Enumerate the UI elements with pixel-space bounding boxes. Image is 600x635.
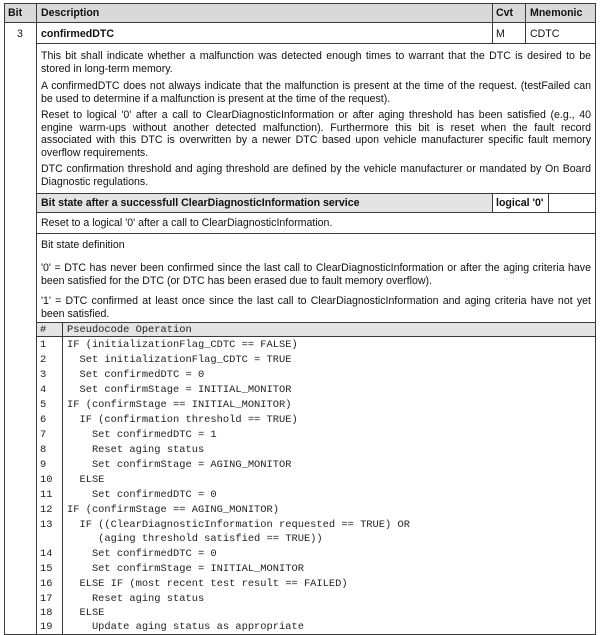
pseudo-line-code: Reset aging status bbox=[67, 444, 205, 456]
header-bit: Bit bbox=[8, 7, 23, 19]
pseudo-line-code: Set confirmStage = AGING_MONITOR bbox=[67, 459, 292, 471]
pseudo-line-code: ELSE IF (most recent test result == FAILED) bbox=[67, 578, 348, 590]
pseudo-line-code: Set confirmStage = INITIAL_MONITOR bbox=[67, 563, 304, 575]
rule-col-cvt bbox=[525, 3, 526, 43]
pseudo-line-number: 12 bbox=[40, 504, 53, 516]
rule-after-reset bbox=[36, 233, 596, 234]
row-bit: 3 bbox=[17, 28, 23, 40]
rule-pseudo-col bbox=[62, 322, 63, 635]
pseudo-line-number: 13 bbox=[40, 519, 53, 531]
rule-top bbox=[4, 3, 596, 4]
paragraph-3: Reset to logical '0' after a call to ClearDiagnosticInformation or after aging threshold has been satisfied (e.g., 40 engine warm-ups without another detected malfunction). Furthermore this bit is reset when the fault record associated with this DTC is overwritten by a newer DTC based upon vehicle manufacturer specific fault memory overflow requirements. bbox=[41, 109, 591, 159]
rule-before-bit-state bbox=[36, 193, 596, 194]
paragraph-2: A confirmedDTC does not always indicate that the malfunction is present at the time of the request. (testFailed can be used to determine if a malfunction is present at the time of the request). bbox=[41, 80, 591, 105]
header-description: Description bbox=[41, 7, 100, 19]
pseudo-line-code: Set confirmedDTC = 0 bbox=[67, 489, 217, 501]
pseudo-line-code: Set confirmedDTC = 0 bbox=[67, 369, 205, 381]
pseudo-line-number: 9 bbox=[40, 459, 47, 471]
rule-col-bit bbox=[36, 3, 37, 635]
pseudo-line-number: 14 bbox=[40, 548, 53, 560]
row-cvt: M bbox=[496, 28, 505, 40]
rule-header-bottom bbox=[4, 22, 596, 23]
pseudo-line-code: IF (confirmStage == AGING_MONITOR) bbox=[67, 504, 280, 516]
pseudo-line-number: 10 bbox=[40, 474, 53, 486]
pseudo-line-code: (aging threshold satisfied == TRUE)) bbox=[67, 533, 323, 545]
row-name: confirmedDTC bbox=[41, 28, 114, 40]
pseudo-line-code: IF (confirmation threshold == TRUE) bbox=[67, 414, 298, 426]
pseudo-line-number: 8 bbox=[40, 444, 47, 456]
pseudo-line-code: ELSE bbox=[67, 607, 105, 619]
rule-left bbox=[4, 3, 5, 635]
pseudo-line-code: Reset aging status bbox=[67, 593, 205, 605]
rule-bit-state-divider-2 bbox=[548, 193, 549, 212]
pseudo-line-number: 5 bbox=[40, 399, 47, 411]
reset-note: Reset to a logical '0' after a call to ClearDiagnosticInformation. bbox=[41, 217, 333, 229]
rule-col-description bbox=[492, 3, 493, 43]
pseudo-col-num: # bbox=[40, 324, 47, 336]
pseudo-line-number: 11 bbox=[40, 489, 53, 501]
pseudo-line-code: ELSE bbox=[67, 474, 105, 486]
pseudo-line-code: Set initializationFlag_CDTC = TRUE bbox=[67, 354, 292, 366]
bit-state-label: Bit state after a successfull ClearDiagnosticInformation service bbox=[41, 197, 360, 209]
header-mnemonic: Mnemonic bbox=[530, 7, 583, 19]
pseudo-line-code: IF (confirmStage == INITIAL_MONITOR) bbox=[67, 399, 292, 411]
pseudo-line-number: 1 bbox=[40, 339, 47, 351]
pseudo-line-code: IF ((ClearDiagnosticInformation requested == TRUE) OR bbox=[67, 519, 410, 531]
bit-state-value: logical '0' bbox=[496, 197, 544, 209]
rule-after-bit-state bbox=[36, 212, 596, 213]
pseudo-line-code: Set confirmedDTC = 0 bbox=[67, 548, 217, 560]
pseudo-line-code: Update aging status as appropriate bbox=[67, 621, 304, 633]
pseudo-line-number: 15 bbox=[40, 563, 53, 575]
definition-zero: '0' = DTC has never been confirmed since the last call to ClearDiagnosticInformation or after the aging criteria have been satisfied for the DTC (or DTC has been erased due to fault memory overflow). bbox=[41, 262, 591, 287]
rule-pseudo-top bbox=[36, 322, 596, 323]
header-cvt: Cvt bbox=[496, 7, 514, 19]
rule-bit-state-divider bbox=[492, 193, 493, 212]
rule-pseudo-header-bottom bbox=[36, 336, 596, 337]
paragraph-4: DTC confirmation threshold and aging threshold are defined by the vehicle manufacturer or mandated by On Board Diagnostic regulations. bbox=[41, 163, 591, 188]
rule-row-name bbox=[36, 43, 596, 44]
pseudo-line-number: 4 bbox=[40, 384, 47, 396]
pseudo-line-number: 7 bbox=[40, 429, 47, 441]
pseudo-line-number: 2 bbox=[40, 354, 47, 366]
definition-title: Bit state definition bbox=[41, 239, 125, 251]
pseudo-line-code: Set confirmStage = INITIAL_MONITOR bbox=[67, 384, 292, 396]
pseudo-col-op: Pseudocode Operation bbox=[67, 324, 192, 336]
definition-one: '1' = DTC confirmed at least once since the last call to ClearDiagnosticInformation and aging criteria have not yet been satisfied. bbox=[41, 295, 591, 320]
pseudo-line-number: 6 bbox=[40, 414, 47, 426]
rule-right bbox=[595, 3, 596, 635]
pseudo-line-number: 16 bbox=[40, 578, 53, 590]
paragraph-1: This bit shall indicate whether a malfunction was detected enough times to warrant that the DTC is desired to be stored in long-term memory. bbox=[41, 50, 591, 75]
pseudo-line-number: 17 bbox=[40, 593, 53, 605]
pseudo-line-code: Set confirmedDTC = 1 bbox=[67, 429, 217, 441]
row-mnemonic: CDTC bbox=[530, 28, 560, 40]
pseudo-line-number: 3 bbox=[40, 369, 47, 381]
pseudo-line-number: 19 bbox=[40, 621, 53, 633]
pseudo-line-code: IF (initializationFlag_CDTC == FALSE) bbox=[67, 339, 298, 351]
header-bg-description bbox=[37, 4, 492, 22]
pseudo-line-number: 18 bbox=[40, 607, 53, 619]
